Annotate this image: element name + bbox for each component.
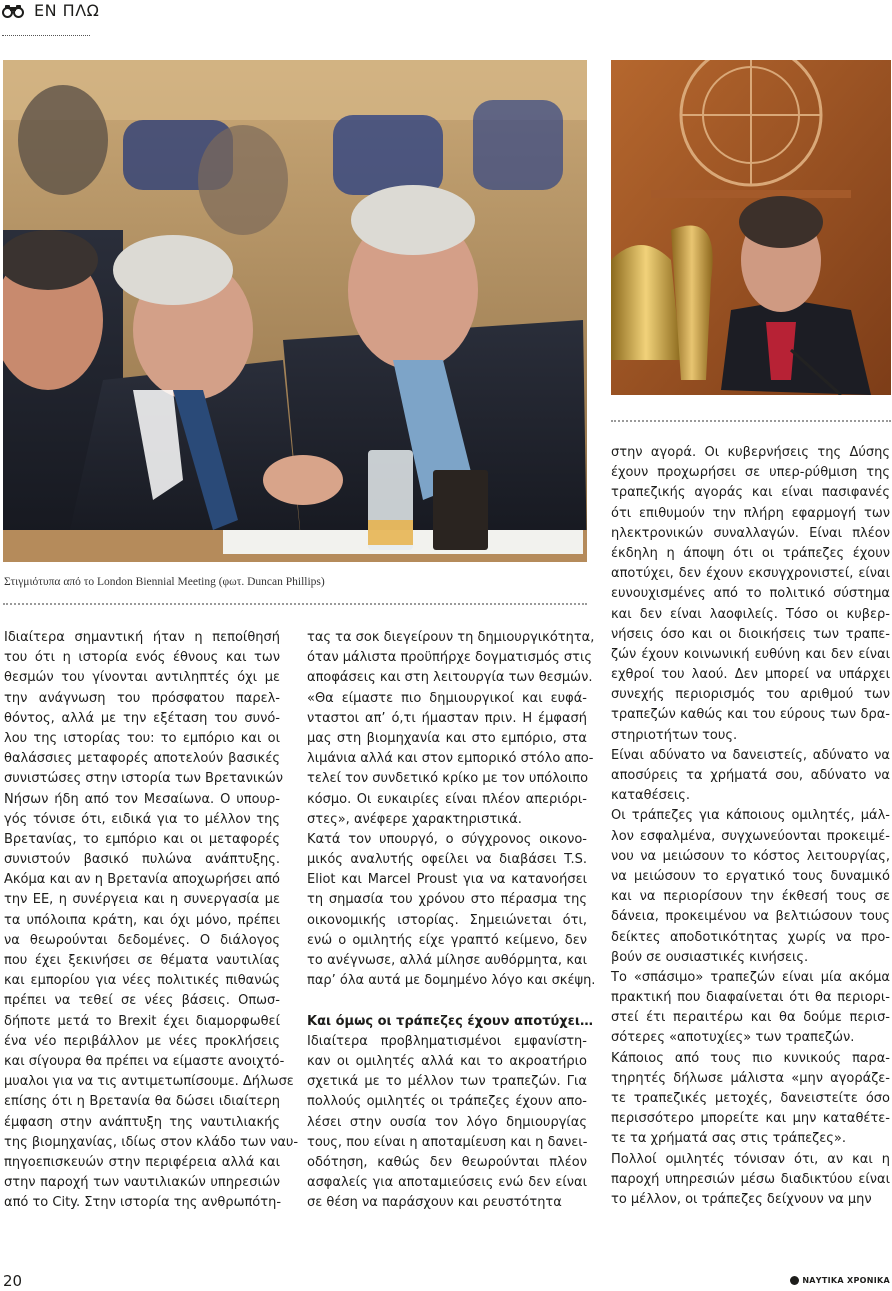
text-line: νταστοι απ’ ό,τι ήμασταν πριν. Η έμφασή xyxy=(307,710,587,726)
text-line: τηρητές δήλωσε μάλιστα «μην αγοράζε- xyxy=(611,1070,890,1086)
text-line: μικός αναλυτής οφείλει να διαβάσει T.S. xyxy=(307,852,587,868)
text-line: ευνουχισμένες από το πολιτικό σύστημα xyxy=(611,586,890,602)
text-line: λου της ιστορίας του: το εμπόριο και οι xyxy=(4,730,280,746)
text-line: τους, που είναι η αποταμίευση και η δανει- xyxy=(307,1134,588,1150)
text-line: ζών έχουν κοινωνική ευθύνη και δεν είναι xyxy=(611,646,890,662)
text-line xyxy=(307,991,587,1011)
conference-photo xyxy=(3,60,587,562)
text-line: δήποτε μετά το Brexit έχει διαμορφωθεί xyxy=(4,1013,280,1029)
text-column-3 xyxy=(611,443,890,1210)
text-line: Κάποιος από τους πιο κυνικούς παρα- xyxy=(611,1050,890,1066)
text-line: νου να μειώσουν το κόστος λειτουργίας, xyxy=(611,848,890,864)
text-line: την ανάγνωση του πρόσφατου παρελ- xyxy=(4,690,280,706)
text-line: ότι επιθυμούν την πλήρη εφαρμογή των xyxy=(611,505,890,521)
text-line: δείκτες αποδοτικότητας χωρίς να προ- xyxy=(611,929,890,945)
text-line: ηλεκτρονικών συναλλαγών. Είναι πλέον xyxy=(611,525,890,541)
text-line: παρ’ όλα αυτά με δομημένο λόγο και σκέψη. xyxy=(307,973,596,989)
text-line: γός τόνισε ότι, ειδικά για το μέλλον της xyxy=(4,811,280,827)
text-line: τη σημασία του χρόνου στο πέρασμα της xyxy=(307,892,587,908)
text-line: Eliot και Marcel Proust για να κατανοήσει xyxy=(307,872,587,888)
text-line: έκδηλη η άποψη ότι οι τράπεζες έχουν xyxy=(611,545,890,561)
text-line: επίσης ότι η Βρετανία θα δώσει ιδιαίτερη xyxy=(4,1094,280,1110)
text-line: αποτύχει, δεν έχουν εκσυγχρονιστεί, είναι xyxy=(611,566,890,582)
text-line: Ιδιαίτερα σημαντική ήταν η πεποίθησή xyxy=(4,630,280,645)
text-line: στην αγορά. Οι κυβερνήσεις της Δύσης xyxy=(611,445,890,460)
text-line: θαλάσσιες μεταφορές αποτελούν βασικές xyxy=(4,751,280,767)
text-column-1 xyxy=(4,628,299,1213)
text-line: πολλούς ομιλητές οι τράπεζες έχουν απο- xyxy=(307,1094,587,1110)
text-line: του ότι η ιστορία ενός έθνους και των xyxy=(4,650,280,666)
text-line: μας στη βιομηχανία και στο εμπόριο, στα xyxy=(307,730,587,746)
text-line: το μέλλον, οι τράπεζες δείχνουν να μην xyxy=(611,1191,872,1207)
text-line: οδότηση, καθώς δεν θεωρούνται πλέον xyxy=(307,1154,587,1170)
text-line: βούν σε ουσιαστικές κινήσεις. xyxy=(611,949,809,965)
text-line: εχθροί του λαού. Δεν μπορεί να υπάρχει xyxy=(611,667,890,683)
text-line: νήσεις όσο και οι διοικήσεις των τραπε- xyxy=(611,626,890,642)
text-line: Βρετανίας, το εμπόριο και οι μεταφορές xyxy=(4,831,280,847)
text-line: καταθέσεις. xyxy=(611,788,691,804)
text-line: σότερες «αποτυχίες» των τραπεζών. xyxy=(611,1030,855,1046)
text-line: τραπεζών καθώς και του εύρους των δρα- xyxy=(611,707,890,723)
text-line: και να περιορίσουν την έκθεσή τους σε xyxy=(611,889,890,905)
text-column-2 xyxy=(307,628,596,1213)
text-line: της βιομηχανίας, ιδίως στον κλάδο των ναυ- xyxy=(4,1134,299,1150)
binoculars-icon xyxy=(2,4,24,18)
text-line: στες», ανέφερε χαρακτηριστικά. xyxy=(307,811,522,827)
header-rule xyxy=(2,35,90,36)
text-line: λιμάνια αλλά και στον εμπορικό στόλο απο- xyxy=(307,751,594,767)
caption-divider xyxy=(3,603,587,605)
text-line: τε τραπεζικές μετοχές, δανειστείτε όσο xyxy=(611,1091,890,1106)
text-line: τελεί τον συνδετικό κρίκο με τον υπόλοιπο xyxy=(307,771,589,787)
text-line: και εμπορίου για νέες πολιτικές πιθανώς xyxy=(4,973,280,989)
page-header xyxy=(0,0,300,24)
text-line: τας τα σοκ διεγείρουν τη δημιουργικότητα, xyxy=(307,630,595,645)
text-line: πηγοεπισκευών στην περιφέρεια αλλά και xyxy=(4,1154,280,1170)
text-line: το ανέγνωσε, αλλά μίλησε αυθόρμητα, και xyxy=(307,953,587,968)
text-line: περισσότερο μπορείτε και μην καταθέτε- xyxy=(611,1111,890,1127)
publication-brand xyxy=(790,1276,890,1285)
text-line: πρακτική που διαφαίνεται ότι θα περιορι- xyxy=(611,990,890,1006)
text-line: θόντος, αλλά με την εξέταση του συνό- xyxy=(4,710,280,726)
text-line: θεσμών του γίνονται αντιληπτές όχι με xyxy=(4,670,280,686)
text-line: την ΕΕ, η συνέργεια και η συνεργασία με xyxy=(4,892,280,908)
text-line: συνιστώσες στην ιστορία των Βρετανικών xyxy=(4,771,284,787)
text-line: Ακόμα και αν η Βρετανία αποχωρήσει από xyxy=(4,872,280,888)
text-line: αποφάσεις και στη λειτουργία των θεσμών. xyxy=(307,670,593,686)
text-line: και δεν είναι λαοφιλείς. Τόσο οι κυβερ- xyxy=(611,606,890,622)
text-line: όταν μάλιστα προϋπήρχε δογματισμός στις xyxy=(307,650,592,666)
text-line: ενώ ο ομιλητής είχε γραπτό κείμενο, δεν xyxy=(307,932,587,948)
text-line: μυαλοι για να τις αντιμετωπίσουμε. Δήλωσε xyxy=(4,1074,294,1090)
text-line: οικονομικής ιστορίας. Σημειώνεται ότι, xyxy=(307,912,587,928)
text-line: κόσμο. Οι ευκαιρίες είναι πλέον απεριόρι- xyxy=(307,791,587,807)
text-line: Ιδιαίτερα προβληματισμένοι εμφανίστη- xyxy=(307,1033,587,1049)
text-line: από το City. Στην ιστορία της ανθρωπότη- xyxy=(4,1195,282,1211)
text-line: αποσύρεις τα χρήματά σου, αδύνατο να xyxy=(611,768,890,783)
text-line: Πολλοί ομιλητές τόνισαν ότι, αν και η xyxy=(611,1151,890,1167)
text-line: σε θέση να παράσχουν και ρευστότητα xyxy=(307,1195,562,1211)
text-line: έχουν προχωρήσει σε υπερ-ρύθμιση της xyxy=(611,465,890,481)
text-line: στεί έτι περαιτέρω και θα δούμε περισ- xyxy=(611,1010,890,1026)
text-line: ένα νέο περιβάλλον με νέες προκλήσεις xyxy=(4,1033,280,1049)
text-line: Το «σπάσιμο» τραπεζών είναι μία ακόμα xyxy=(611,969,890,985)
text-line: Κατά τον υπουργό, ο σύγχρονος οικονο- xyxy=(307,831,587,847)
section-title: ΕΝ ΠΛΩ xyxy=(34,1,100,20)
text-line: συνιστούν βασικό πυλώνα ανάπτυξης. xyxy=(4,852,280,868)
text-line: Οι τράπεζες για κάποιους ομιλητές, μάλ- xyxy=(611,808,890,824)
text-line: τα υπόλοιπα κράτη, και όχι μόνο, πρέπει xyxy=(4,912,280,928)
text-line: πρέπει να τεθεί σε νέες βάσεις. Οπωσ- xyxy=(4,993,280,1009)
text-line: ασφαλείς για αποταμιεύσεις ενώ δεν είναι xyxy=(307,1175,587,1191)
text-line: στην παροχή των ναυτιλιακών υπηρεσιών xyxy=(4,1175,280,1191)
text-line: δάνεια, προκειμένου να βελτιώσουν τους xyxy=(611,909,890,925)
text-line: λέσει στην ουσία τον λόγο δημιουργίας xyxy=(307,1114,587,1130)
text-line: τραπεζικής αγοράς και είναι πασιφανές xyxy=(611,485,890,501)
page-number: 20 xyxy=(3,1272,23,1290)
side-photo-divider xyxy=(611,420,891,422)
text-line: να μειώσουν το εργατικό τους δυναμικό xyxy=(611,868,890,884)
text-line: σχετικά με το μέλλον των τραπεζών. Για xyxy=(307,1074,587,1090)
text-line: «Θα είμαστε πιο δημιουργικοί και ευφά- xyxy=(307,690,587,706)
text-line: τε τα χρήματά σας στις τράπεζες». xyxy=(611,1131,846,1147)
brand-logo-icon xyxy=(790,1276,799,1285)
text-line: και σίγουρα θα πρέπει να είμαστε ανοιχτό- xyxy=(4,1053,285,1069)
text-line: στηριοτήτων τους. xyxy=(611,727,738,743)
photo-caption: Στιγμιότυπα από το London Biennial Meeting (φωτ. Duncan Phillips) xyxy=(4,576,325,588)
subheading: Και όμως οι τράπεζες έχουν αποτύχει… xyxy=(307,1013,593,1029)
text-line: που έχει ξεκινήσει σε θέματα ναυτιλίας xyxy=(4,953,280,968)
text-line: Είναι αδύνατο να δανειστείς, αδύνατο να xyxy=(611,747,890,763)
brand-name: ΝΑΥΤΙΚΑ ΧΡΟΝΙΚΑ xyxy=(802,1276,890,1285)
speaker-photo xyxy=(611,60,891,395)
text-line: καν οι ομιλητές αλλά και το ακροατήριο xyxy=(307,1053,587,1069)
text-line: παροχή υπηρεσιών μέσω διαδικτύου είναι xyxy=(611,1171,890,1187)
text-line: να θεωρούνται δεδομένες. Ο διάλογος xyxy=(4,932,280,948)
text-line: Νήσων ήδη από τον Μεσαίωνα. Ο υπουρ- xyxy=(4,791,280,807)
text-line: συνεχής περιορισμός του αριθμού των xyxy=(611,687,890,703)
text-line: έμφαση στην ανάπτυξη της ναυτιλιακής xyxy=(4,1114,280,1130)
text-line: λον εσφαλμένα, συγχωνεύονται προκειμέ- xyxy=(611,828,890,844)
